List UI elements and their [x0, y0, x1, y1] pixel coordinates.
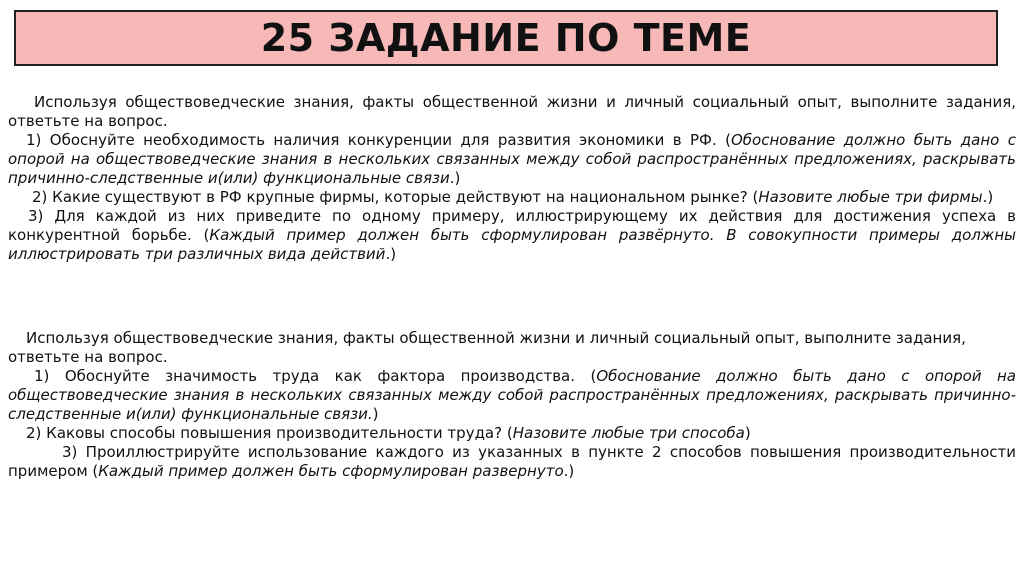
- task-hint: Назовите любые три фирмы: [758, 188, 983, 206]
- task-question-1: 1) Обоснуйте необходимость наличия конкуренции для развития экономики в РФ. (Обоснование должно быть дано с опорой на обществоведческие знания в нескольких связанных между собой распространённых предложениях, раскрывать причинно-следственные и(или) функциональные связи.): [8, 131, 1016, 187]
- task-question-3: 3) Для каждой из них приведите по одному примеру, иллюстрирующему их действия для достижения успеха в конкурентной борьбе. (Каждый пример должен быть сформулирован развёрнуто. В совокупности примеры должны иллюстрировать три различных вида действий.): [8, 207, 1017, 263]
- task-question-2: 2) Каковы способы повышения производительности труда? (Назовите любые три способа): [26, 424, 751, 442]
- task-hint: Каждый пример должен быть сформулирован развернуто: [98, 462, 564, 480]
- task-question-1: 1) Обоснуйте значимость труда как фактора производства. (Обоснование должно быть дано с опорой на обществоведческие знания в нескольких связанных между собой распространённых предложениях, раскрывать причинно-следственные и(или) функциональные связи.): [8, 367, 1016, 423]
- title-banner: [14, 10, 998, 66]
- task-intro: Используя обществоведческие знания, факты общественной жизни и личный социальный опыт, выполните задания, ответьте на вопрос.: [8, 329, 966, 366]
- task-hint: Назовите любые три способа: [512, 424, 745, 442]
- task-hint: Каждый пример должен быть сформулирован развёрнуто. В совокупности примеры должны иллюстрировать три различных вида действий: [8, 226, 1017, 263]
- task-question-3: 3) Проиллюстрируйте использование каждого из указанных в пункте 2 способов повышения производительности примером (Каждый пример должен быть сформулирован развернуто.): [8, 443, 1016, 480]
- task-intro: Используя обществоведческие знания, факты общественной жизни и личный социальный опыт, выполните задания, ответьте на вопрос.: [8, 93, 1016, 130]
- task-hint: Обоснование должно быть дано с опорой на обществоведческие знания в нескольких связанных между собой распространённых предложениях, раскрывать причинно-следственные и(или) функциональные связи.: [8, 367, 1016, 423]
- task-block-1: [8, 93, 1016, 264]
- task-question-2: 2) Какие существуют в РФ крупные фирмы, которые действуют на национальном рынке? (Назовите любые три фирмы.): [32, 188, 994, 206]
- task-hint: Обоснование должно быть дано с опорой на обществоведческие знания в нескольких связанных между собой распространённых предложениях, раскрывать причинно-следственные и(или) функциональные связи: [8, 131, 1016, 187]
- task-block-2: [8, 329, 1016, 481]
- page-title: 25 ЗАДАНИЕ ПО ТЕМЕ: [260, 16, 752, 60]
